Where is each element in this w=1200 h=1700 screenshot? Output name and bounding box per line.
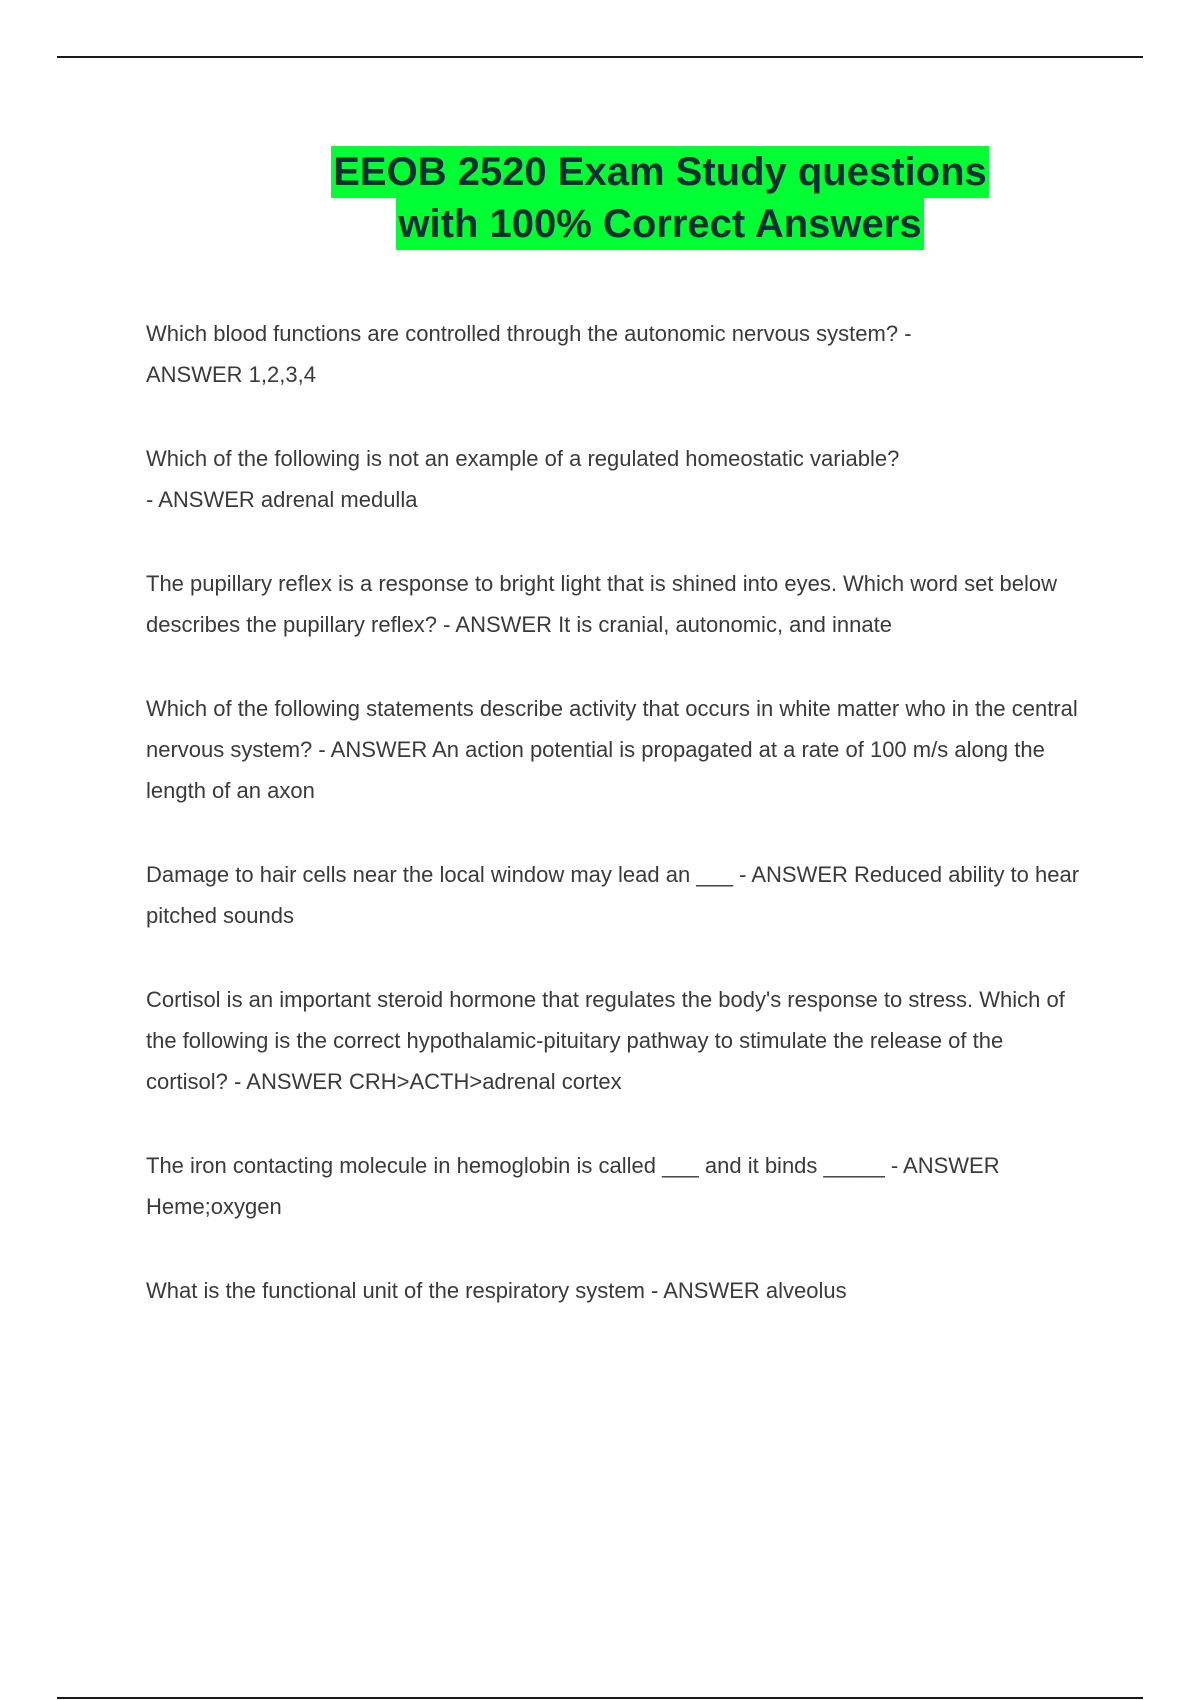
- question-text: Cortisol is an important steroid hormone that regulates the body's response to stress. Which of the following is the correct hypothalamic-pituitary pathway to stimulate the release of the cortisol?: [146, 987, 1065, 1094]
- top-rule: [57, 56, 1143, 58]
- qa-item-1: [146, 313, 1086, 395]
- bottom-rule: [57, 1697, 1143, 1699]
- question-text: Damage to hair cells near the local window may lead an ___: [146, 862, 733, 887]
- question-text: The iron contacting molecule in hemoglobin is called ___ and it binds _____: [146, 1153, 885, 1178]
- question-text: What is the functional unit of the respiratory system: [146, 1278, 645, 1303]
- answer-text: - ANSWER Reduced ability to hear pitched sounds: [146, 862, 1080, 928]
- qa-item-8: [146, 1270, 1086, 1311]
- question-text: The pupillary reflex is a response to bright light that is shined into eyes. Which word set below describes the pupillary reflex?: [146, 571, 1058, 637]
- answer-text: - ANSWER An action potential is propagated at a rate of 100 m/s along the length of an axon: [146, 737, 1045, 803]
- qa-item-4: [146, 688, 1086, 811]
- question-text: Which of the following statements describe activity that occurs in white matter who in the central nervous system?: [146, 696, 1078, 762]
- qa-item-2: [146, 438, 1086, 520]
- qa-list: [146, 313, 1086, 1354]
- title-line-1: EEOB 2520 Exam Study questions: [331, 146, 989, 198]
- answer-text: ANSWER 1,2,3,4: [146, 362, 316, 387]
- answer-text: - ANSWER It is cranial, autonomic, and innate: [443, 612, 892, 637]
- answer-text: - ANSWER Heme;oxygen: [146, 1153, 1000, 1219]
- qa-item-5: [146, 854, 1086, 936]
- answer-text: - ANSWER CRH>ACTH>adrenal cortex: [234, 1069, 622, 1094]
- qa-item-6: [146, 979, 1086, 1102]
- answer-text: - ANSWER adrenal medulla: [146, 487, 418, 512]
- question-text: Which blood functions are controlled through the autonomic nervous system? -: [146, 321, 912, 346]
- qa-item-3: [146, 563, 1086, 645]
- answer-text: - ANSWER alveolus: [651, 1278, 847, 1303]
- title-line-2: with 100% Correct Answers: [396, 198, 923, 250]
- question-text: Which of the following is not an example of a regulated homeostatic variable?: [146, 446, 900, 471]
- qa-item-7: [146, 1145, 1086, 1227]
- document-title: [0, 146, 1200, 250]
